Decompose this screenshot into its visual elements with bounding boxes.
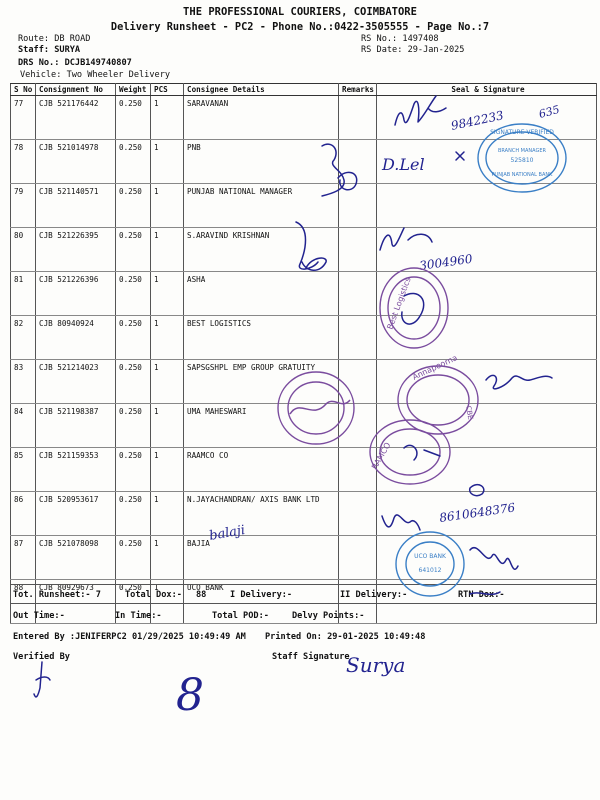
pnb-stamp-title: SIGNATURE VERIFIED bbox=[490, 129, 554, 136]
col-sno: S No bbox=[11, 84, 36, 96]
cell-pcs: 1 bbox=[151, 228, 184, 272]
cell-sno: 83 bbox=[11, 360, 36, 404]
ii-delivery: II Delivery:- bbox=[340, 590, 408, 600]
number-77: 635 bbox=[537, 102, 562, 121]
uco-stamp-sub: 641012 bbox=[418, 567, 442, 574]
cell-consignee: BAJIA bbox=[184, 536, 339, 580]
cell-pcs: 1 bbox=[151, 536, 184, 580]
cell-sno: 78 bbox=[11, 140, 36, 184]
cell-weight: 0.250 bbox=[116, 536, 151, 580]
cell-pcs: 1 bbox=[151, 272, 184, 316]
cell-weight: 0.250 bbox=[116, 580, 151, 624]
in-time: In Time:- bbox=[115, 611, 162, 621]
col-consignee: Consignee Details bbox=[184, 84, 339, 96]
tot-runsheet: Tot. Runsheet:- 7 bbox=[13, 590, 101, 600]
signature-row-87 bbox=[382, 515, 420, 530]
cell-pcs: 1 bbox=[151, 492, 184, 536]
total-dox-value: 88 bbox=[196, 590, 207, 600]
rtn-dox-scribble bbox=[470, 592, 500, 594]
cell-consignee: SAPSGSHPL EMP GROUP GRATUITY bbox=[184, 360, 339, 404]
cell-consignment: CJB 521226395 bbox=[36, 228, 116, 272]
cell-weight: 0.250 bbox=[116, 316, 151, 360]
pnb-stamp-line2: PUNJAB NATIONAL BANK bbox=[491, 172, 553, 178]
cell-sno: 85 bbox=[11, 448, 36, 492]
rs-date: RS Date: 29-Jan-2025 bbox=[361, 45, 465, 55]
drs-number: DRS No.: DCJB149740807 bbox=[18, 58, 132, 68]
phone-81: 3004960 bbox=[418, 251, 474, 273]
cell-pcs: 1 bbox=[151, 580, 184, 624]
raamco-stamp-text: RAMCO bbox=[369, 440, 393, 471]
rtn-dox: RTN Dox:- bbox=[458, 590, 505, 600]
col-remarks: Remarks bbox=[339, 84, 377, 96]
phone-87: 8610648376 bbox=[438, 500, 517, 525]
delvy-points: Delvy Points:- bbox=[292, 611, 365, 621]
col-consignment: Consignment No bbox=[36, 84, 116, 96]
cell-consignment: CJB 80940924 bbox=[36, 316, 116, 360]
cell-sno: 82 bbox=[11, 316, 36, 360]
cell-sno: 87 bbox=[11, 536, 36, 580]
rs-number: RS No.: 1497408 bbox=[361, 34, 439, 44]
cell-consignee: PUNJAB NATIONAL MANAGER bbox=[184, 184, 339, 228]
uco-stamp-text: UCO BANK bbox=[414, 553, 446, 560]
cell-pcs: 1 bbox=[151, 140, 184, 184]
verified-by-signature bbox=[34, 662, 50, 697]
signature-row-77 bbox=[395, 96, 446, 125]
cell-consignee: S.ARAVIND KRISHNAN bbox=[184, 228, 339, 272]
col-seal-signature: Seal & Signature bbox=[377, 84, 597, 96]
i-delivery: I Delivery:- bbox=[230, 590, 293, 600]
cell-consignee: UMA MAHESWARI bbox=[184, 404, 339, 448]
best-stamp-text: Best Logistics bbox=[385, 276, 413, 331]
dl-signature: D.Lel bbox=[382, 155, 425, 174]
cell-consignee: SARAVANAN bbox=[184, 96, 339, 140]
cell-sno: 79 bbox=[11, 184, 36, 228]
cell-pcs: 1 bbox=[151, 96, 184, 140]
phone-77: 9842233 bbox=[449, 108, 505, 133]
handwritten-eight: 8 bbox=[176, 670, 204, 721]
cell-consignment: CJB 521014978 bbox=[36, 140, 116, 184]
cell-consignee: BEST LOGISTICS bbox=[184, 316, 339, 360]
cell-consignment: CJB 521198387 bbox=[36, 404, 116, 448]
total-pod: Total POD:- bbox=[212, 611, 269, 621]
staff-label: Staff: SURYA bbox=[18, 45, 81, 55]
company-title: THE PROFESSIONAL COURIERS, COIMBATORE bbox=[183, 6, 417, 18]
cell-weight: 0.250 bbox=[116, 492, 151, 536]
cell-sno: 80 bbox=[11, 228, 36, 272]
annapoorna-stamp-sub: CBE bbox=[464, 404, 475, 421]
cell-consignment: CJB 521176442 bbox=[36, 96, 116, 140]
cell-consignment: CJB 521078098 bbox=[36, 536, 116, 580]
signature-row-84 bbox=[486, 375, 552, 388]
cell-consignment: CJB 521140571 bbox=[36, 184, 116, 228]
cell-pcs: 1 bbox=[151, 448, 184, 492]
cell-consignee: ASHA bbox=[184, 272, 339, 316]
verified-by: Verified By bbox=[13, 652, 70, 662]
cell-weight: 0.250 bbox=[116, 96, 151, 140]
out-time: Out Time:- bbox=[13, 611, 65, 621]
cell-consignee: UCO BANK bbox=[184, 580, 339, 624]
uco-stamp bbox=[396, 532, 464, 596]
vehicle-label: Vehicle: Two Wheeler Delivery bbox=[20, 70, 171, 80]
cell-consignee: PNB bbox=[184, 140, 339, 184]
cell-weight: 0.250 bbox=[116, 448, 151, 492]
staff-signature-label: Staff Signature bbox=[272, 652, 350, 662]
pnb-stamp bbox=[478, 124, 566, 192]
cell-consignment: CJB 520953617 bbox=[36, 492, 116, 536]
runsheet-title: Delivery Runsheet - PC2 - Phone No.:0422-3505555 - Page No.:7 bbox=[110, 21, 490, 33]
cell-weight: 0.250 bbox=[116, 140, 151, 184]
cell-weight: 0.250 bbox=[116, 404, 151, 448]
annapoorna-stamp-text: Annapoorna bbox=[411, 353, 459, 382]
printed-on: Printed On: 29-01-2025 10:49:48 bbox=[265, 632, 426, 642]
best-logistics-stamp bbox=[380, 268, 448, 348]
cell-pcs: 1 bbox=[151, 184, 184, 228]
cell-consignee: RAAMCO CO bbox=[184, 448, 339, 492]
route-label: Route: DB ROAD bbox=[18, 34, 91, 44]
cross-mark bbox=[456, 152, 464, 160]
total-dox-label: Total Dox:- bbox=[125, 590, 182, 600]
surya-signature: Surya bbox=[346, 653, 406, 677]
cell-sno: 84 bbox=[11, 404, 36, 448]
circle-mark-86 bbox=[470, 485, 484, 496]
bracket-scribble bbox=[322, 144, 344, 196]
cell-consignment: CJB 521214023 bbox=[36, 360, 116, 404]
cell-pcs: 1 bbox=[151, 360, 184, 404]
pnb-stamp-code: 525810 bbox=[510, 157, 534, 164]
cell-weight: 0.250 bbox=[116, 228, 151, 272]
circle-mark bbox=[338, 172, 357, 189]
col-pcs: PCS bbox=[151, 84, 184, 96]
signature-row-81 bbox=[380, 228, 432, 250]
entered-by: Entered By :JENIFERPC2 01/29/2025 10:49:49 AM bbox=[13, 632, 246, 642]
pnb-stamp-line1: BRANCH MANAGER bbox=[497, 148, 547, 154]
signature-row-88 bbox=[470, 548, 518, 570]
raamco-stamp bbox=[370, 420, 450, 484]
cell-consignment: CJB 521159353 bbox=[36, 448, 116, 492]
cell-pcs: 1 bbox=[151, 316, 184, 360]
cell-weight: 0.250 bbox=[116, 360, 151, 404]
cell-consignment: CJB 521226396 bbox=[36, 272, 116, 316]
cell-consignee: N.JAYACHANDRAN/ AXIS BANK LTD bbox=[184, 492, 339, 536]
cell-sno: 88 bbox=[11, 580, 36, 624]
col-weight: Weight bbox=[116, 84, 151, 96]
signature-row-80 bbox=[296, 222, 326, 270]
round-stamp-85 bbox=[278, 372, 354, 444]
cell-sno: 81 bbox=[11, 272, 36, 316]
annapoorna-stamp bbox=[398, 353, 478, 434]
balaji-signature: balaji bbox=[208, 522, 247, 544]
cell-pcs: 1 bbox=[151, 404, 184, 448]
cell-consignment: CJB 80929673 bbox=[36, 580, 116, 624]
cell-sno: 86 bbox=[11, 492, 36, 536]
cell-weight: 0.250 bbox=[116, 184, 151, 228]
cell-weight: 0.250 bbox=[116, 272, 151, 316]
cell-sno: 77 bbox=[11, 96, 36, 140]
